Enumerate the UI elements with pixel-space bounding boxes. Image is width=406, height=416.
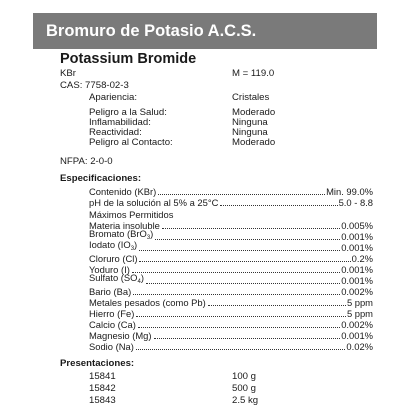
spec-name: Iodato $(IO_3)$ [89, 239, 138, 252]
property-value: Moderado [232, 107, 276, 118]
spec-value: 0.001% [341, 242, 373, 253]
spec-value: 0.002% [341, 286, 373, 297]
spec-row [89, 319, 373, 330]
presentations-heading: Presentaciones: [60, 358, 135, 369]
product-name: Potassium Bromide [60, 51, 197, 67]
spec-value: Min. 99.0% [326, 186, 373, 197]
spec-row [89, 341, 373, 352]
property-label: Peligro a la Salud: [89, 107, 167, 118]
spec-value: 0.001% [341, 330, 373, 341]
leader-dots [155, 239, 340, 240]
spec-name: Magnesio (Mg) [89, 330, 152, 341]
spec-name: pH de la solución al 5% a 25°C [89, 197, 219, 208]
spec-name: Sodio (Na) [89, 341, 134, 352]
spec-row [89, 286, 373, 297]
leader-dots [220, 205, 337, 206]
spec-value: 5 ppm [346, 297, 373, 308]
spec-row [89, 209, 373, 220]
product-cas: CAS: 7758-02-3 [60, 80, 129, 91]
leader-dots [158, 194, 325, 195]
spec-name: Yoduro (I) [89, 264, 130, 275]
spec-row [89, 197, 373, 208]
spec-value: 0.001% [341, 275, 373, 286]
spec-name: Calcio (Ca) [89, 319, 136, 330]
spec-name: Materia insoluble [89, 220, 160, 231]
leader-dots [139, 261, 350, 262]
property-value: Cristales [232, 92, 270, 103]
presentation-code: 15843 [89, 395, 116, 406]
spec-name: Contenido (KBr) [89, 186, 157, 197]
product-formula: KBr [60, 68, 76, 79]
property-value: Ninguna [232, 127, 268, 138]
leader-dots [133, 294, 340, 295]
spec-row [89, 272, 373, 286]
spec-name: Cloruro (Cl) [89, 253, 138, 264]
leader-dots [136, 316, 346, 317]
spec-row [89, 330, 373, 341]
presentation-code: 15842 [89, 383, 116, 394]
header-title: Bromuro de Potasio A.C.S. [46, 22, 257, 40]
spec-row [89, 239, 373, 253]
leader-dots [136, 349, 346, 350]
leader-dots [162, 228, 340, 229]
leader-dots [132, 272, 340, 273]
spec-value: 0.001% [341, 264, 373, 275]
spec-name: Metales pesados (como Pb) [89, 297, 206, 308]
property-label: Reactividad: [89, 127, 142, 138]
leader-dots [138, 327, 340, 328]
presentation-size: 2.5 kg [232, 395, 259, 406]
property-value: Ninguna [232, 117, 268, 128]
spec-row [89, 253, 373, 264]
leader-dots [208, 305, 346, 306]
spec-row [89, 186, 373, 197]
property-value: Moderado [232, 137, 276, 148]
leader-dots [154, 338, 341, 339]
spec-value: 0.002% [341, 319, 373, 330]
spec-row [89, 297, 373, 308]
spec-value: 5.0 - 8.8 [338, 197, 373, 208]
nfpa-rating: NFPA: 2-0-0 [60, 156, 113, 167]
spec-value: 0.02% [346, 341, 373, 352]
property-label: Inflamabilidad: [89, 117, 151, 128]
spec-value: 0.005% [341, 220, 373, 231]
property-label: Peligro al Contacto: [89, 137, 173, 148]
spec-row [89, 308, 373, 319]
presentation-size: 100 g [232, 371, 257, 382]
spec-name: Máximos Permitidos [89, 209, 174, 220]
specifications-heading: Especificaciones: [60, 173, 142, 184]
presentation-size: 500 g [232, 383, 257, 394]
spec-name: Bario (Ba) [89, 286, 132, 297]
presentation-code: 15841 [89, 371, 116, 382]
spec-name: Sulfato $(SO_4)$ [89, 272, 144, 285]
spec-value: 0.2% [351, 253, 373, 264]
leader-dots [139, 250, 340, 251]
leader-dots [146, 283, 340, 284]
spec-value: 0.001% [341, 231, 373, 242]
property-label: Apariencia: [89, 92, 137, 103]
spec-value: 5 ppm [346, 308, 373, 319]
page-header [33, 13, 377, 49]
spec-name: Bromato (BrO$_3$) [89, 228, 154, 241]
product-molar-mass: M = 119.0 [232, 68, 275, 79]
spec-name: Hierro (Fe) [89, 308, 135, 319]
